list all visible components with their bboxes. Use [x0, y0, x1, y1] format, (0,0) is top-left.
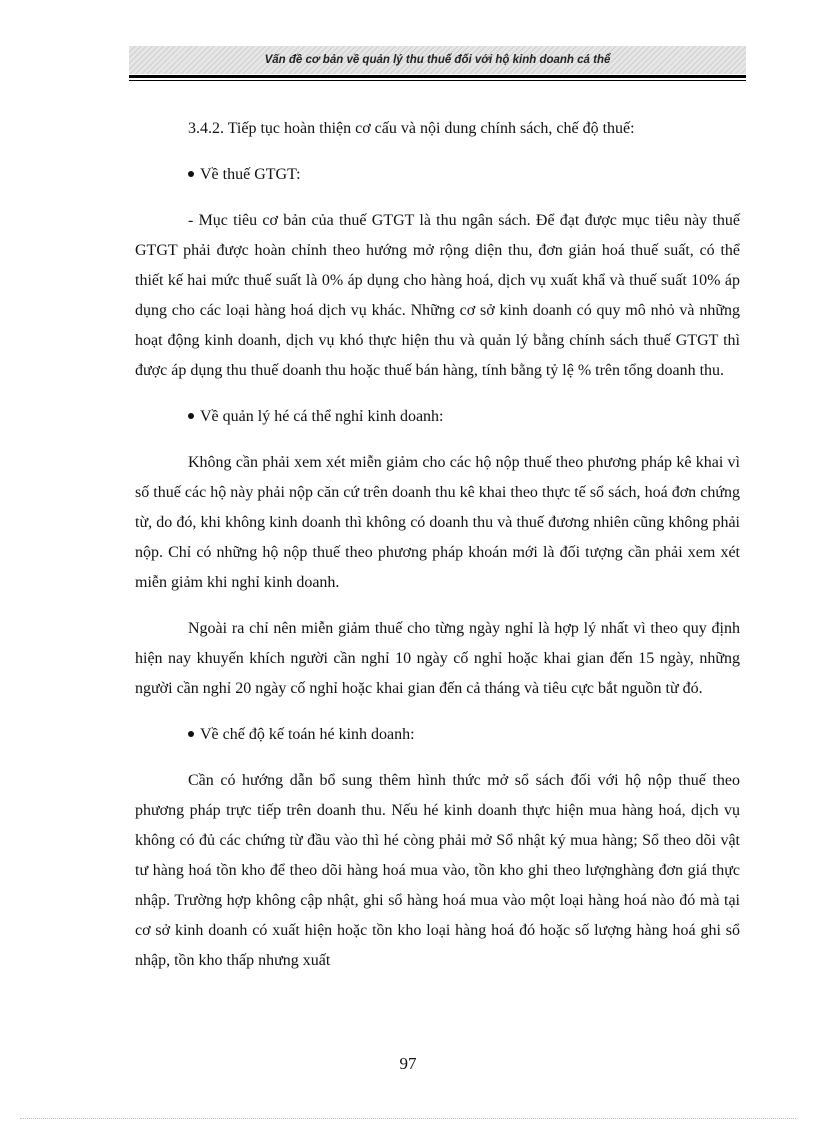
bullet-nghi	[135, 402, 740, 432]
header-rule-thin	[129, 80, 746, 81]
page-number: 97	[399, 1054, 417, 1073]
paragraph-gtgt: - Mục tiêu cơ bản của thuế GTGT là thu ngân sách. Để đạt được mục tiêu này thuế GTGT phải được hoàn chỉnh theo hướng mở rộng diện thu, đơn giản hoá thuế suất, có thể thiết kế hai mức thuế suất là 0% áp dụng cho hàng hoá, dịch vụ xuất khẩ và thuế suất 10% áp dụng cho các loại hàng hoá dịch vụ khác. Những cơ sở kinh doanh có quy mô nhỏ và những hoạt động kinh doanh, dịch vụ khó thực hiện thu và quản lý bằng chính sách thuế GTGT thì được áp dụng thu thuế doanh thu hoặc thuế bán hàng, tính bằng tỷ lệ % trên tổng doanh thu.	[135, 212, 740, 379]
paragraph-ketoan: Cần có hướng dẫn bổ sung thêm hình thức mở sổ sách đối với hộ nộp thuế theo phương pháp trực tiếp trên doanh thu. Nếu hé kinh doanh thực hiện mua hàng hoá, dịch vụ không có đủ các chứng từ đầu vào thì hé còng phải mở Sổ nhật ký mua hàng; Sổ theo dõi vật tư hàng hoá tồn kho để theo dõi hàng hoá mua vào, tồn kho ghi theo lượnghàng đơn giá thực nhập. Trường hợp không cập nhật, ghi sổ hàng hoá mua vào một loại hàng hoá nào đó mà tại cơ sở kinh doanh có xuất hiện hoặc tồn kho loại hàng hoá đó hoặc số lượng hàng hoá ghi sổ nhập, tồn kho thấp nhưng xuất	[135, 772, 740, 969]
bullet-dot-icon	[188, 413, 194, 419]
bullet-gtgt	[135, 160, 740, 190]
running-header	[129, 46, 746, 74]
paragraph-nghi-1: Không cần phải xem xét miễn giảm cho các hộ nộp thuế theo phương pháp kê khai vì số thuế các hộ này phải nộp căn cứ trên doanh thu kê khai theo thực tế sổ sách, hoá đơn chứng từ, do đó, khi không kinh doanh thì không có doanh thu và thuế đương nhiên cũng không phải nộp. Chỉ có những hộ nộp thuế theo phương pháp khoán mới là đối tượng cần phải xem xét miễn giảm khi nghỉ kinh doanh.	[135, 454, 740, 591]
bullet-gtgt-text: Về thuế GTGT:	[200, 166, 301, 183]
paragraph-nghi-2: Ngoài ra chỉ nên miễn giảm thuế cho từng ngày nghỉ là hợp lý nhất vì theo quy định hiện nay khuyến khích người cần nghỉ 10 ngày cố nghỉ hoặc khai gian đến 15 ngày, những người cần nghỉ 20 ngày cố nghỉ hoặc khai gian đến cả tháng và tiêu cực bắt nguồn từ đó.	[135, 620, 740, 697]
running-header-title: Vấn đề cơ bản về quản lý thu thuế đối với hộ kinh doanh cá thể	[264, 54, 611, 66]
bullet-dot-icon	[188, 731, 194, 737]
bullet-ketoan-text: Về chế độ kế toán hé kinh doanh:	[200, 726, 415, 743]
bullet-ketoan	[135, 720, 740, 750]
page-body	[135, 114, 740, 976]
header-rule-thick	[129, 75, 746, 78]
section-heading: 3.4.2. Tiếp tục hoàn thiện cơ cấu và nội dung chính sách, chế độ thuế:	[188, 120, 635, 137]
bullet-dot-icon	[188, 171, 194, 177]
bullet-nghi-text: Về quản lý hé cá thể nghỉ kinh doanh:	[200, 408, 444, 425]
bottom-divider	[20, 1118, 796, 1119]
